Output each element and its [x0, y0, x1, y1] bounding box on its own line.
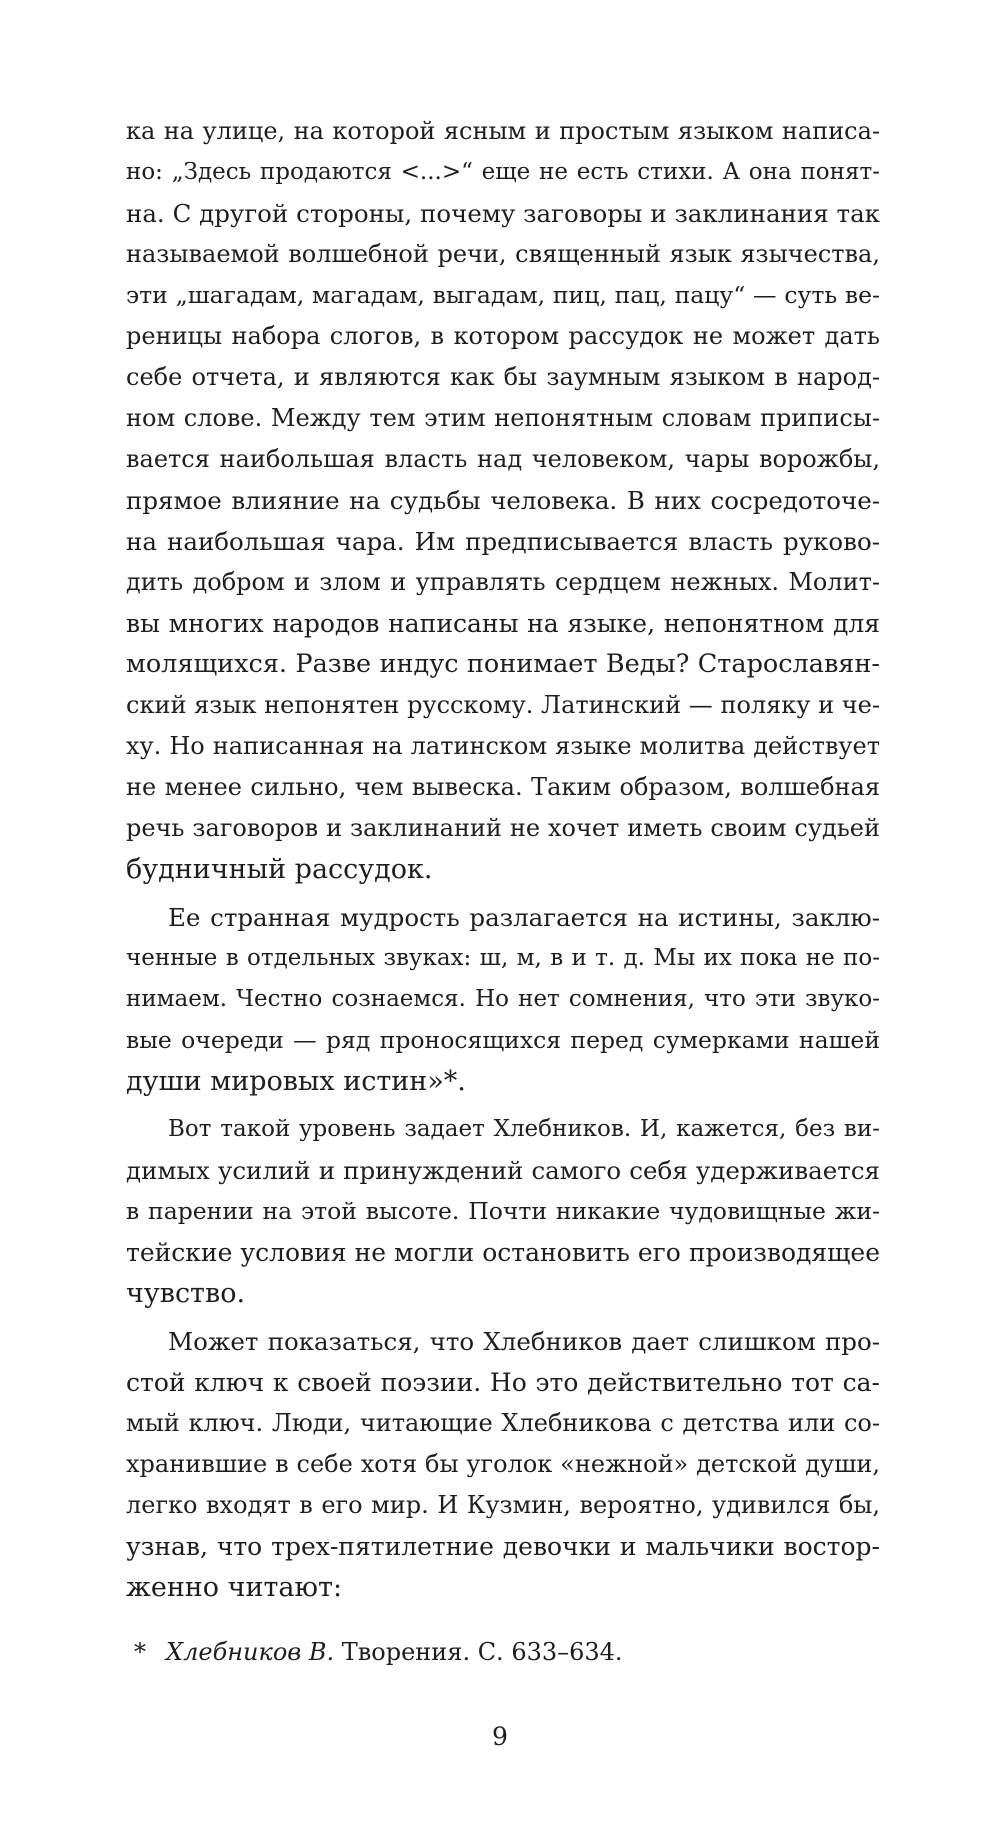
- text-line: димых усилий и принуждений самого себя удерживается: [126, 1156, 880, 1185]
- text-line: себе отчета, и являются как бы заумным языком в народ-: [126, 363, 880, 391]
- paragraph-gap: [126, 890, 880, 897]
- paragraph-gap: [126, 1102, 880, 1109]
- text-line: стой ключ к своей поэзии. Но это действительно тот са-: [126, 1368, 880, 1397]
- text-line: не менее сильно, чем вывеска. Таким образом, волшебная: [126, 773, 880, 801]
- text-line: будничный рассудок.: [126, 854, 433, 885]
- body-text: [126, 111, 880, 1608]
- text-line: но: „Здесь продаются <...>“ еще не есть стихи. А она понят-: [126, 159, 880, 185]
- text-line: ский язык непонятен русскому. Латинский — поляку и че-: [126, 691, 880, 719]
- text-line: ху. Но написанная на латинском языке молитва действует: [126, 732, 880, 760]
- text-line: души мировых истин»*.: [126, 1066, 466, 1097]
- paragraph-4: [126, 1321, 880, 1608]
- text-line: чувство.: [126, 1278, 246, 1309]
- text-line: мый ключ. Люди, читающие Хлебникова с детства или со-: [126, 1409, 880, 1437]
- text-line: вы многих народов написаны на языке, непонятном для: [126, 609, 880, 638]
- text-line: прямое влияние на судьбы человека. В них сосредоточе-: [126, 486, 880, 515]
- text-line: Может показаться, что Хлебников дает слишком про-: [168, 1327, 880, 1356]
- footnote: [134, 1635, 880, 1669]
- text-line: Вот такой уровень задает Хлебников. И, кажется, без ви-: [168, 1116, 880, 1142]
- text-line: дить добром и злом и управлять сердцем нежных. Молит-: [126, 568, 880, 596]
- footnote-author: Хлебников В.: [166, 1638, 335, 1666]
- text-line: ченные в отдельных звуках: ш, м, в и т. д. Мы их пока не по-: [126, 945, 880, 971]
- text-line: нимаем. Честно сознаемся. Но нет сомнения, что эти звуко-: [126, 986, 880, 1012]
- text-line: вается наибольшая власть над человеком, чары ворожбы,: [126, 445, 880, 473]
- text-line: называемой волшебной речи, священный язык язычества,: [126, 240, 880, 268]
- paragraph-gap: [126, 1314, 880, 1321]
- text-line: легко входят в его мир. И Кузмин, вероятно, удивился бы,: [126, 1491, 880, 1519]
- text-line: вые очереди — ряд проносящихся перед сумерками нашей: [126, 1026, 880, 1054]
- footnote-source: Творения. С. 633–634.: [334, 1638, 623, 1666]
- text-line: ка на улице, на которой ясным и простым языком написа-: [126, 117, 880, 145]
- text-line: тейские условия не могли остановить его производящее: [126, 1238, 880, 1267]
- text-line: хранившие в себе хотя бы уголок «нежной» детской души,: [126, 1450, 880, 1478]
- text-line: узнав, что трех-пятилетние девочки и мальчики востор-: [126, 1532, 880, 1561]
- text-line: женно читают:: [126, 1572, 343, 1603]
- text-line: ном слове. Между тем этим непонятным словам приписы-: [126, 404, 880, 432]
- text-line: в парении на этой высоте. Почти никакие чудовищные жи-: [126, 1197, 880, 1225]
- text-line: эти „шагадам, магадам, выгадам, пиц, пац, пацу“ — суть ве-: [126, 281, 880, 309]
- paragraph-3: [126, 1109, 880, 1314]
- text-line: речь заговоров и заклинаний не хочет иметь своим судьей: [126, 814, 880, 842]
- footnote-marker: *: [134, 1638, 146, 1666]
- text-line: реницы набора слогов, в котором рассудок не может дать: [126, 322, 880, 350]
- paragraph-1: [126, 111, 880, 890]
- text-line: молящихся. Разве индус понимает Веды? Старославян-: [126, 649, 880, 679]
- text-line: на. С другой стороны, почему заговоры и заклинания так: [126, 199, 880, 228]
- text-line: на наибольшая чара. Им предписывается власть руково-: [126, 527, 880, 556]
- text-line: Ее странная мудрость разлагается на истины, заклю-: [168, 903, 880, 932]
- paragraph-2: [126, 897, 880, 1102]
- page-number: 9: [492, 1722, 508, 1751]
